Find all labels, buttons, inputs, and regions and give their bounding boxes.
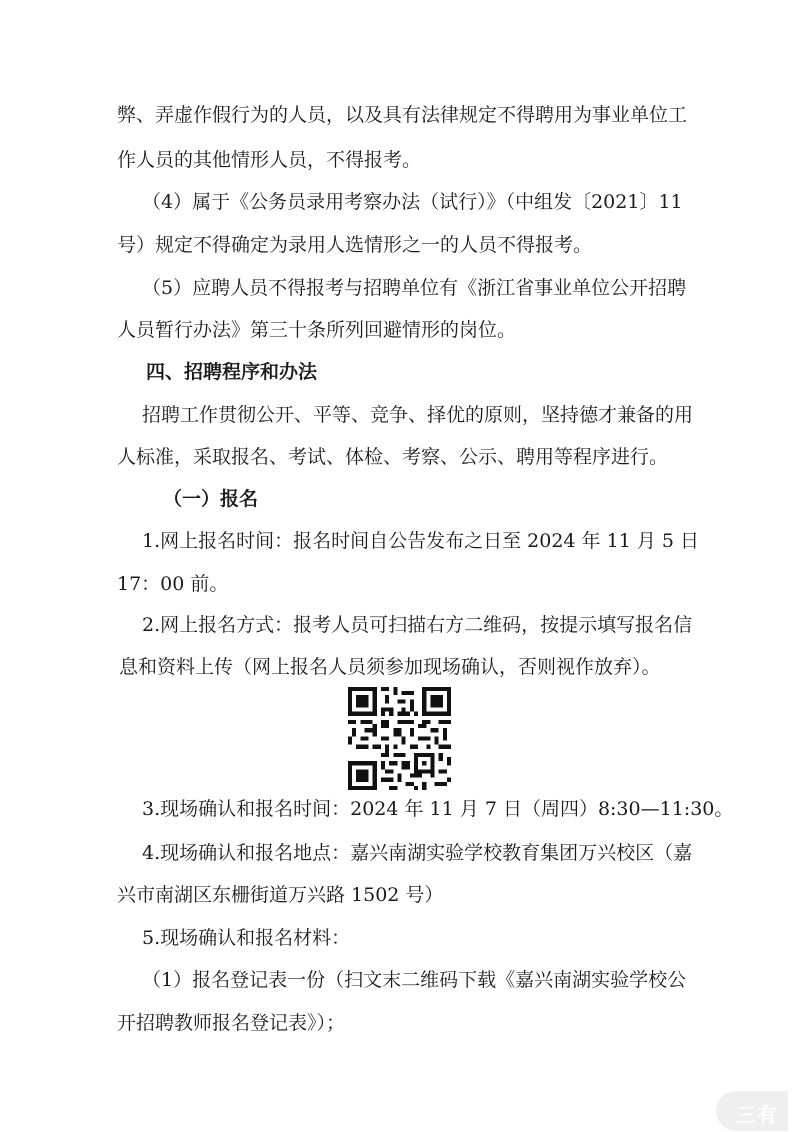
text-line-1: 弊、弄虚作假行为的人员，以及具有法律规定不得聘用为事业单位工 (117, 104, 688, 126)
text-line-11: 1.网上报名时间：报名时间自公告发布之日至 2024 年 11 月 5 日 (142, 530, 699, 552)
text-line-13: 2.网上报名方式：报考人员可扫描右方二维码，按提示填写报名信 (142, 614, 693, 636)
text-line-20: 开招聘教师报名登记表》）； (117, 1012, 346, 1034)
subsection-heading: （一）报名 (163, 488, 259, 510)
text-line-12: 17：00 前。 (117, 573, 229, 595)
text-line-9: 人标准，采取报名、考试、体检、考察、公示、聘用等程序进行。 (117, 446, 669, 468)
text-line-15: 3.现场确认和报名时间：2024 年 11 月 7 日（周四）8:30—11:30。 (142, 798, 734, 820)
text-line-18: 5.现场确认和报名材料： (142, 927, 351, 949)
text-line-3: （4）属于《公务员录用考察办法（试行）》（中组发〔2021〕11 (142, 191, 683, 213)
text-line-19: （1）报名登记表一份（扫文末二维码下载《嘉兴南湖实验学校公 (142, 969, 687, 991)
text-line-17: 兴市南湖区东栅街道万兴路 1502 号） (117, 884, 444, 906)
watermark-text: 三有 (736, 1103, 778, 1127)
text-line-2: 作人员的其他情形人员，不得报考。 (117, 149, 422, 171)
text-line-8: 招聘工作贯彻公开、平等、竞争、择优的原则，坚持德才兼备的用 (142, 404, 694, 426)
watermark-badge (716, 1091, 788, 1131)
text-line-16: 4.现场确认和报名地点：嘉兴南湖实验学校教育集团万兴校区（嘉 (142, 842, 693, 864)
text-line-4: 号）规定不得确定为录用人选情形之一的人员不得报考。 (117, 234, 593, 256)
section-heading: 四、招聘程序和办法 (146, 361, 318, 383)
text-line-5: （5）应聘人员不得报考与招聘单位有《浙江省事业单位公开招聘 (142, 277, 687, 299)
text-line-6: 人员暂行办法》第三十条所列回避情形的岗位。 (117, 319, 517, 341)
text-line-14: 息和资料上传（网上报名人员须参加现场确认，否则视作放弃）。 (119, 656, 661, 678)
registration-qr-code (348, 687, 451, 790)
